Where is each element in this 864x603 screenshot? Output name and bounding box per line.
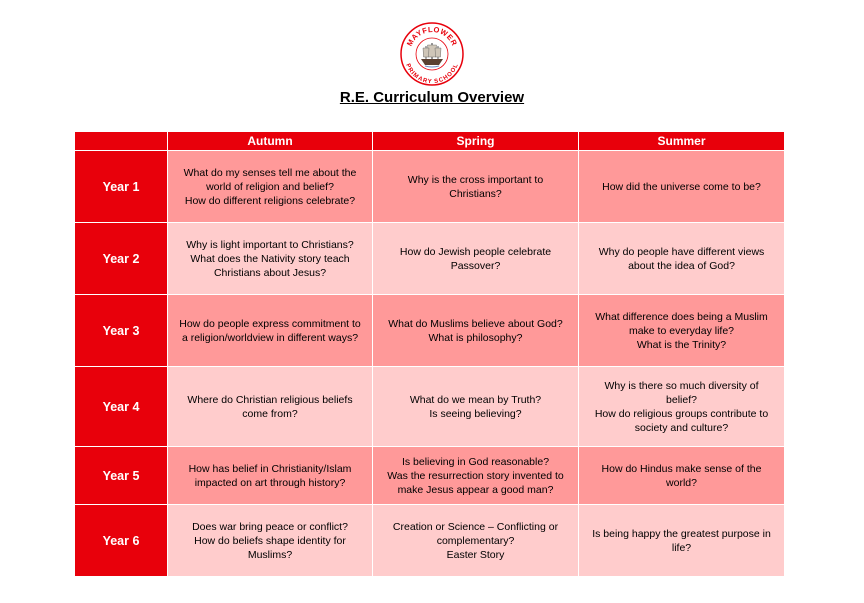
spring-cell [373, 505, 579, 577]
cell-line: What does the Nativity story teach [190, 252, 350, 265]
summer-cell [579, 447, 785, 505]
cell-line: life? [671, 541, 692, 554]
cell-line: What do my senses tell me about the [183, 166, 357, 179]
school-logo [399, 21, 465, 87]
cell-line: Was the resurrection story invented to [387, 469, 564, 482]
year-label: Year 6 [75, 505, 168, 577]
summer-cell [579, 367, 785, 447]
cell-line: make Jesus appear a good man? [397, 483, 554, 496]
spring-cell [373, 447, 579, 505]
autumn-cell [168, 295, 373, 367]
table-row [75, 505, 785, 577]
cell-line: Does war bring peace or conflict? [192, 520, 348, 533]
cell-line: Is seeing believing? [429, 407, 522, 420]
cell-line: Christians? [449, 187, 502, 200]
autumn-cell [168, 505, 373, 577]
autumn-cell [168, 223, 373, 295]
year-label: Year 5 [75, 447, 168, 505]
spring-cell [373, 367, 579, 447]
cell-line: a religion/worldview in different ways? [181, 331, 359, 344]
table-row [75, 295, 785, 367]
page-title: R.E. Curriculum Overview [339, 89, 525, 106]
autumn-cell [168, 367, 373, 447]
spring-cell [373, 223, 579, 295]
cell-line: What is philosophy? [428, 331, 523, 344]
cell-line: Is believing in God reasonable? [401, 455, 550, 468]
table-row [75, 151, 785, 223]
cell-line: Christians about Jesus? [213, 266, 327, 279]
summer-cell [579, 505, 785, 577]
cell-line: make to everyday life? [628, 324, 735, 337]
cell-line: complementary? [436, 534, 515, 547]
year-label: Year 2 [75, 223, 168, 295]
cell-line: Why is there so much diversity of [604, 379, 759, 392]
autumn-cell [168, 447, 373, 505]
cell-line: about the idea of God? [628, 259, 735, 272]
year-label: Year 1 [75, 151, 168, 223]
cell-line: Why do people have different views [598, 245, 765, 258]
summer-cell [579, 223, 785, 295]
spring-cell [373, 295, 579, 367]
cell-line: Where do Christian religious beliefs [187, 393, 353, 406]
summer-cell [579, 295, 785, 367]
autumn-cell [168, 151, 373, 223]
cell-line: Is being happy the greatest purpose in [592, 527, 771, 540]
cell-line: How do people express commitment to [179, 317, 361, 330]
cell-line: belief? [666, 393, 697, 406]
header-autumn: Autumn [168, 132, 373, 151]
cell-line: world of religion and belief? [206, 180, 334, 193]
cell-line: come from? [242, 407, 298, 420]
cell-line: society and culture? [634, 421, 729, 434]
cell-line: impacted on art through history? [194, 476, 346, 489]
cell-line: How do Hindus make sense of the [601, 462, 762, 475]
cell-line: Easter Story [446, 548, 505, 561]
table-row [75, 447, 785, 505]
cell-line: How do religious groups contribute to [594, 407, 769, 420]
cell-line: Passover? [450, 259, 501, 272]
cell-line: Why is light important to Christians? [186, 238, 354, 251]
cell-line: How do different religions celebrate? [184, 194, 356, 207]
logo-top-text: MAYFLOWER [404, 24, 460, 48]
table-row [75, 367, 785, 447]
cell-line: What do Muslims believe about God? [388, 317, 563, 330]
cell-line: How do beliefs shape identity for [194, 534, 346, 547]
year-label: Year 4 [75, 367, 168, 447]
header-summer: Summer [579, 132, 785, 151]
cell-line: What difference does being a Muslim [595, 310, 768, 323]
summer-cell [579, 151, 785, 223]
curriculum-table [74, 131, 785, 577]
header-row [75, 132, 785, 151]
spring-cell [373, 151, 579, 223]
cell-line: Creation or Science – Conflicting or [392, 520, 559, 533]
header-corner [75, 132, 168, 151]
cell-line: Muslims? [247, 548, 293, 561]
cell-line: What do we mean by Truth? [409, 393, 542, 406]
table-row [75, 223, 785, 295]
header-spring: Spring [373, 132, 579, 151]
cell-line: How has belief in Christianity/Islam [188, 462, 352, 475]
cell-line: Why is the cross important to [407, 173, 544, 186]
cell-line: How do Jewish people celebrate [399, 245, 552, 258]
logo-bottom-text: PRIMARY SCHOOL [404, 62, 460, 86]
cell-line: How did the universe come to be? [602, 180, 761, 193]
year-label: Year 3 [75, 295, 168, 367]
cell-line: world? [666, 476, 697, 489]
cell-line: What is the Trinity? [636, 338, 727, 351]
